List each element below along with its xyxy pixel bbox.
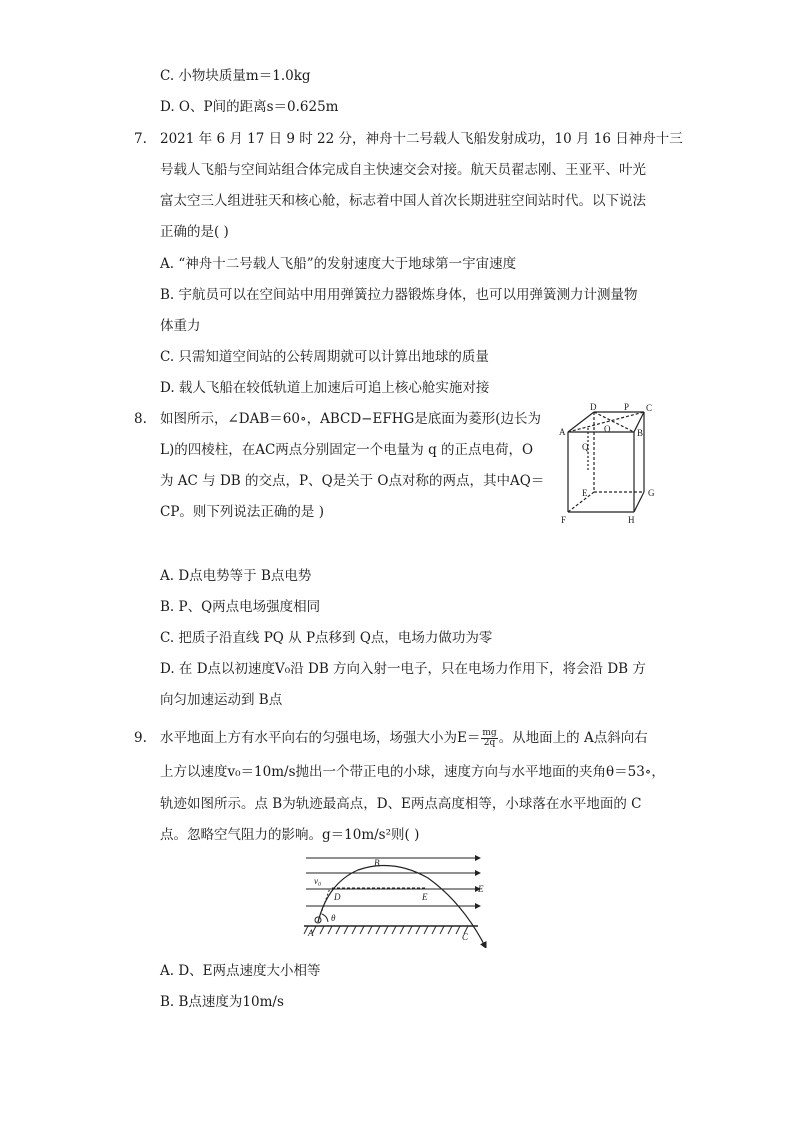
q7-option-d: D. 载人飞船在较低轨道上加速后可追上核心舱实施对接 bbox=[160, 380, 490, 396]
edge-fe bbox=[568, 492, 594, 512]
q8-option-b: B. P、Q两点电场强度相同 bbox=[160, 599, 321, 615]
q9-stem-line-1 bbox=[160, 729, 648, 748]
q9-stem-prefix: 水平地面上方有水平向右的匀强电场，场强大小为E＝ bbox=[160, 730, 481, 746]
diagonal-db bbox=[594, 412, 634, 432]
q9-stem-line: 上方以速度v₀＝10m/s抛出一个带正电的小球，速度方向与水平地面的夹角θ＝53∘， bbox=[160, 764, 665, 780]
prism-figure bbox=[558, 402, 670, 528]
q8-stem-line: 为 AC 与 DB 的交点，P、Q是关于 O点对称的两点，其中AQ＝ bbox=[160, 473, 545, 489]
q8-stem-line: 如图所示，∠DAB＝60∘，ABCD−EFHG是底面为菱形(边长为 bbox=[160, 411, 542, 427]
fraction-denominator: 2q bbox=[483, 738, 496, 748]
q6-option-d: D. O、P间的距离s＝0.625m bbox=[160, 99, 339, 115]
label-d: D bbox=[590, 402, 597, 412]
q7-option-a: A. “神舟十二号载人飞船”的发射速度大于地球第一宇宙速度 bbox=[160, 256, 517, 272]
q7-stem-line: 富太空三人组进驻天和核心舱，标志着中国人首次长期进驻空间站时代。以下说法 bbox=[160, 193, 646, 209]
label-c: C bbox=[462, 932, 469, 942]
label-o: O bbox=[604, 424, 611, 434]
q8-stem-line: L)的四棱柱，在AC两点分别固定一个电量为 q 的正点电荷，O bbox=[160, 442, 534, 458]
edge-ad bbox=[568, 412, 594, 432]
q7-option-b-cont: 体重力 bbox=[160, 318, 201, 334]
label-d: D bbox=[334, 892, 341, 902]
field-fraction bbox=[481, 729, 497, 748]
label-b: B bbox=[637, 428, 644, 438]
q6-option-c: C. 小物块质量m＝1.0kg bbox=[160, 68, 311, 84]
q9-stem-line: 点。忽略空气阻力的影响。g＝10m/s²则( ) bbox=[160, 827, 420, 843]
angle-arc bbox=[322, 914, 328, 922]
label-p: P bbox=[624, 402, 630, 412]
label-q: Q bbox=[582, 442, 589, 452]
label-a: A bbox=[559, 427, 566, 437]
q9-option-b: B. B点速度为10m/s bbox=[160, 994, 284, 1010]
q8-stem-line: CP。则下列说法正确的是 ) bbox=[160, 504, 324, 520]
trajectory-curve bbox=[318, 866, 486, 949]
q8-number: 8. bbox=[134, 411, 147, 427]
label-c: C bbox=[646, 403, 653, 413]
label-g: G bbox=[648, 488, 655, 498]
label-a: A bbox=[308, 928, 314, 938]
q7-stem-line: 号载人飞船与空间站组合体完成自主快速交会对接。航天员翟志刚、王亚平、叶光 bbox=[160, 162, 646, 178]
label-e-point: E bbox=[422, 892, 428, 902]
label-e: E bbox=[582, 488, 588, 498]
edge-hg bbox=[634, 492, 644, 512]
fraction-numerator: mg bbox=[482, 728, 497, 738]
q9-option-a: A. D、E两点速度大小相等 bbox=[160, 963, 321, 979]
q9-number: 9. bbox=[134, 730, 147, 746]
q9-stem-suffix: 。从地面上的 A点斜向右 bbox=[498, 730, 648, 746]
label-h: H bbox=[628, 515, 635, 525]
label-f: F bbox=[561, 515, 567, 525]
q8-option-d-cont: 向匀加速运动到 B点 bbox=[160, 692, 283, 708]
q9-stem-line: 轨迹如图所示。点 B为轨迹最高点，D、E两点高度相等，小球落在水平地面的 C bbox=[160, 796, 642, 812]
trajectory-figure bbox=[298, 848, 498, 948]
ground-hatching bbox=[304, 926, 468, 934]
label-e-field: E bbox=[478, 884, 484, 894]
label-v0: v₀ bbox=[314, 876, 322, 886]
q7-option-b: B. 宇航员可以在空间站中用用弹簧拉力器锻炼身体，也可以用弹簧测力计测量物 bbox=[160, 287, 638, 303]
label-b: B bbox=[374, 858, 380, 868]
q8-option-c: C. 把质子沿直线 PQ 从 P点移到 Q点，电场力做功为零 bbox=[160, 630, 493, 646]
q7-stem-line: 2021 年 6 月 17 日 9 时 22 分，神舟十二号载人飞船发射成功，10 月 16 日神舟十三 bbox=[160, 131, 683, 147]
label-theta: θ bbox=[331, 913, 336, 923]
q8-option-d: D. 在 D点以初速度V₀沿 DB 方向入射一电子，只在电场力作用下，将会沿 DB 方 bbox=[160, 661, 646, 677]
q7-option-c: C. 只需知道空间站的公转周期就可以计算出地球的质量 bbox=[160, 349, 489, 365]
q8-option-a: A. D点电势等于 B点电势 bbox=[160, 568, 312, 584]
q7-number: 7. bbox=[134, 131, 147, 147]
q7-stem-line: 正确的是( ) bbox=[160, 224, 229, 240]
